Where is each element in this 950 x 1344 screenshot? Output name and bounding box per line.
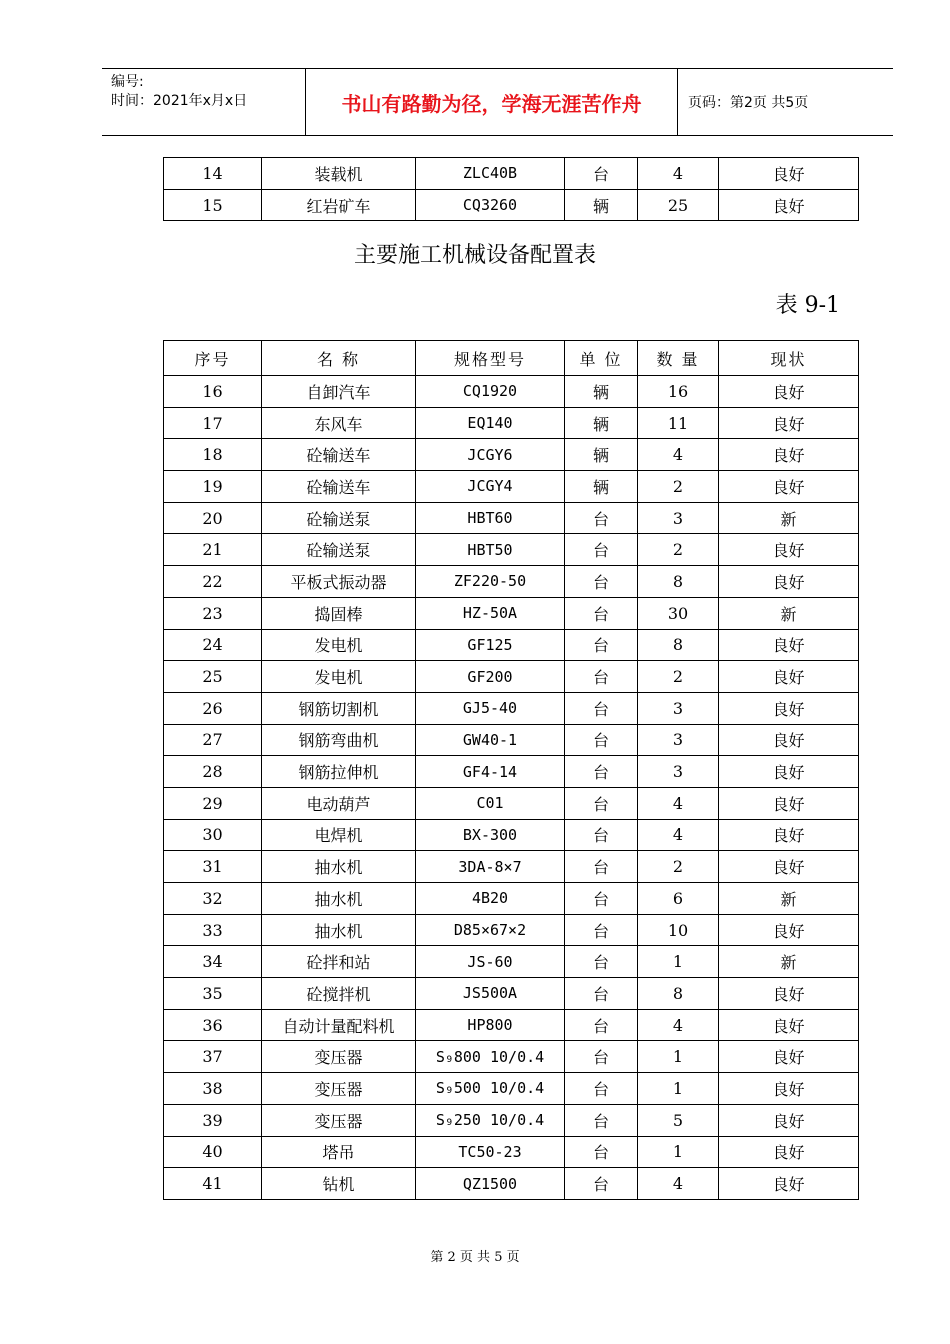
cell-status: 良好 — [719, 1009, 859, 1041]
cell-name: 塔吊 — [262, 1136, 416, 1168]
table-row — [164, 376, 859, 408]
cell-name: 捣固棒 — [262, 597, 416, 629]
cell-name: 砼输送泵 — [262, 502, 416, 534]
cell-unit: 辆 — [565, 376, 638, 408]
header-motto: 书山有路勤为径，学海无涯苦作舟 — [305, 69, 678, 135]
cell-name: 砼输送车 — [262, 471, 416, 503]
cell-quantity: 1 — [638, 1073, 719, 1105]
cell-unit: 台 — [565, 158, 638, 190]
cell-status: 良好 — [719, 724, 859, 756]
cell-index: 35 — [164, 978, 262, 1010]
cell-quantity: 8 — [638, 978, 719, 1010]
cell-index: 18 — [164, 439, 262, 471]
cell-model: JS500A — [416, 978, 565, 1010]
cell-model: HBT50 — [416, 534, 565, 566]
cell-name: 抽水机 — [262, 851, 416, 883]
cell-quantity: 8 — [638, 629, 719, 661]
cell-quantity: 1 — [638, 1041, 719, 1073]
cell-model: BX-300 — [416, 819, 565, 851]
cell-index: 29 — [164, 787, 262, 819]
table-row — [164, 566, 859, 598]
cell-unit: 台 — [565, 978, 638, 1010]
cell-quantity: 30 — [638, 597, 719, 629]
cell-index: 40 — [164, 1136, 262, 1168]
cell-status: 良好 — [719, 376, 859, 408]
table-row — [164, 978, 859, 1010]
cell-name: 电动葫芦 — [262, 787, 416, 819]
cell-quantity: 3 — [638, 724, 719, 756]
table-row — [164, 914, 859, 946]
cell-quantity: 4 — [638, 439, 719, 471]
table-row — [164, 1168, 859, 1200]
table-row — [164, 819, 859, 851]
table-row — [164, 724, 859, 756]
cell-index: 15 — [164, 189, 262, 221]
cell-status: 良好 — [719, 756, 859, 788]
cell-status: 新 — [719, 946, 859, 978]
cell-unit: 台 — [565, 1168, 638, 1200]
cell-index: 39 — [164, 1104, 262, 1136]
cell-index: 36 — [164, 1009, 262, 1041]
cell-model: GW40-1 — [416, 724, 565, 756]
cell-status: 良好 — [719, 471, 859, 503]
cell-index: 41 — [164, 1168, 262, 1200]
page-header — [102, 68, 893, 136]
cell-quantity: 3 — [638, 692, 719, 724]
cell-quantity: 4 — [638, 1009, 719, 1041]
cell-model: TC50-23 — [416, 1136, 565, 1168]
table-row — [164, 1041, 859, 1073]
cell-model: S₉250 10/0.4 — [416, 1104, 565, 1136]
cell-quantity: 3 — [638, 502, 719, 534]
cell-name: 自动计量配料机 — [262, 1009, 416, 1041]
cell-index: 32 — [164, 883, 262, 915]
cell-model: JS-60 — [416, 946, 565, 978]
cell-model: ZLC40B — [416, 158, 565, 190]
cell-unit: 台 — [565, 914, 638, 946]
cell-quantity: 2 — [638, 471, 719, 503]
table-row — [164, 1104, 859, 1136]
cell-quantity: 2 — [638, 851, 719, 883]
cell-unit: 台 — [565, 946, 638, 978]
cell-model: C01 — [416, 787, 565, 819]
cell-model: JCGY4 — [416, 471, 565, 503]
cell-model: EQ140 — [416, 407, 565, 439]
cell-name: 砼搅拌机 — [262, 978, 416, 1010]
time-label: 时间：2021年x月x日 — [111, 93, 248, 109]
table-title: 主要施工机械设备配置表 — [353, 243, 596, 268]
cell-status: 新 — [719, 883, 859, 915]
cell-index: 25 — [164, 661, 262, 693]
cell-quantity: 11 — [638, 407, 719, 439]
cell-unit: 台 — [565, 787, 638, 819]
cell-status: 良好 — [719, 1168, 859, 1200]
cell-status: 良好 — [719, 787, 859, 819]
cell-name: 变压器 — [262, 1073, 416, 1105]
cell-unit: 台 — [565, 629, 638, 661]
cell-quantity: 16 — [638, 376, 719, 408]
cell-unit: 台 — [565, 1104, 638, 1136]
cell-status: 良好 — [719, 1104, 859, 1136]
cell-unit: 台 — [565, 534, 638, 566]
cell-quantity: 2 — [638, 661, 719, 693]
cell-model: QZ1500 — [416, 1168, 565, 1200]
table-row — [164, 189, 859, 221]
cell-quantity: 4 — [638, 787, 719, 819]
cell-unit: 台 — [565, 883, 638, 915]
cell-unit: 台 — [565, 1073, 638, 1105]
table-row — [164, 851, 859, 883]
table-row — [164, 787, 859, 819]
cell-quantity: 6 — [638, 883, 719, 915]
cell-index: 26 — [164, 692, 262, 724]
cell-quantity: 1 — [638, 946, 719, 978]
cell-model: S₉800 10/0.4 — [416, 1041, 565, 1073]
table-row — [164, 629, 859, 661]
cell-quantity: 5 — [638, 1104, 719, 1136]
table-row — [164, 756, 859, 788]
cell-unit: 台 — [565, 692, 638, 724]
column-header: 名 称 — [262, 341, 416, 376]
cell-quantity: 25 — [638, 189, 719, 221]
cell-name: 发电机 — [262, 629, 416, 661]
cell-index: 16 — [164, 376, 262, 408]
cell-name: 砼输送车 — [262, 439, 416, 471]
cell-name: 钢筋弯曲机 — [262, 724, 416, 756]
cell-name: 红岩矿车 — [262, 189, 416, 221]
number-label: 编号: — [111, 74, 144, 90]
cell-unit: 台 — [565, 724, 638, 756]
table-row — [164, 502, 859, 534]
cell-name: 抽水机 — [262, 883, 416, 915]
cell-name: 钻机 — [262, 1168, 416, 1200]
cell-quantity: 10 — [638, 914, 719, 946]
cell-index: 37 — [164, 1041, 262, 1073]
header-meta — [102, 69, 305, 135]
cell-unit: 辆 — [565, 407, 638, 439]
cell-unit: 辆 — [565, 471, 638, 503]
cell-index: 28 — [164, 756, 262, 788]
cell-model: HZ-50A — [416, 597, 565, 629]
table-row — [164, 946, 859, 978]
table-row — [164, 407, 859, 439]
cell-index: 30 — [164, 819, 262, 851]
cell-index: 20 — [164, 502, 262, 534]
cell-index: 14 — [164, 158, 262, 190]
cell-quantity: 3 — [638, 756, 719, 788]
cell-unit: 台 — [565, 502, 638, 534]
table-row — [164, 1073, 859, 1105]
cell-status: 良好 — [719, 1136, 859, 1168]
column-header: 单 位 — [565, 341, 638, 376]
cell-model: CQ3260 — [416, 189, 565, 221]
cell-name: 抽水机 — [262, 914, 416, 946]
cell-index: 23 — [164, 597, 262, 629]
cell-model: GF200 — [416, 661, 565, 693]
column-header: 序号 — [164, 341, 262, 376]
equipment-table-continued — [163, 157, 859, 221]
cell-model: ZF220-50 — [416, 566, 565, 598]
cell-model: 4B20 — [416, 883, 565, 915]
column-header: 数 量 — [638, 341, 719, 376]
table-row — [164, 158, 859, 190]
cell-model: GJ5-40 — [416, 692, 565, 724]
cell-status: 新 — [719, 597, 859, 629]
cell-status: 良好 — [719, 1041, 859, 1073]
cell-index: 38 — [164, 1073, 262, 1105]
cell-status: 良好 — [719, 158, 859, 190]
equipment-table — [163, 340, 859, 1200]
cell-index: 19 — [164, 471, 262, 503]
cell-status: 良好 — [719, 819, 859, 851]
cell-name: 发电机 — [262, 661, 416, 693]
cell-unit: 台 — [565, 756, 638, 788]
table-row — [164, 1136, 859, 1168]
cell-index: 33 — [164, 914, 262, 946]
cell-status: 良好 — [719, 978, 859, 1010]
table-row — [164, 883, 859, 915]
cell-model: CQ1920 — [416, 376, 565, 408]
column-header: 现状 — [719, 341, 859, 376]
cell-unit: 台 — [565, 597, 638, 629]
table-row — [164, 534, 859, 566]
cell-unit: 台 — [565, 1041, 638, 1073]
cell-index: 24 — [164, 629, 262, 661]
cell-unit: 台 — [565, 1009, 638, 1041]
cell-quantity: 4 — [638, 1168, 719, 1200]
table-row — [164, 1009, 859, 1041]
cell-status: 良好 — [719, 851, 859, 883]
cell-status: 良好 — [719, 439, 859, 471]
cell-model: GF125 — [416, 629, 565, 661]
cell-index: 21 — [164, 534, 262, 566]
cell-name: 钢筋切割机 — [262, 692, 416, 724]
cell-unit: 台 — [565, 566, 638, 598]
cell-model: D85×67×2 — [416, 914, 565, 946]
table-row — [164, 471, 859, 503]
cell-model: HP800 — [416, 1009, 565, 1041]
cell-name: 东风车 — [262, 407, 416, 439]
cell-unit: 台 — [565, 661, 638, 693]
cell-name: 装载机 — [262, 158, 416, 190]
cell-model: JCGY6 — [416, 439, 565, 471]
cell-name: 变压器 — [262, 1041, 416, 1073]
cell-index: 22 — [164, 566, 262, 598]
cell-unit: 台 — [565, 819, 638, 851]
header-page-info: 页码：第2页 共5页 — [688, 95, 809, 111]
cell-index: 34 — [164, 946, 262, 978]
cell-status: 良好 — [719, 692, 859, 724]
cell-quantity: 4 — [638, 819, 719, 851]
column-header: 规格型号 — [416, 341, 565, 376]
cell-status: 良好 — [719, 566, 859, 598]
cell-quantity: 1 — [638, 1136, 719, 1168]
table-header-row — [164, 341, 859, 376]
table-row — [164, 661, 859, 693]
cell-status: 新 — [719, 502, 859, 534]
cell-index: 17 — [164, 407, 262, 439]
cell-name: 钢筋拉伸机 — [262, 756, 416, 788]
cell-unit: 台 — [565, 1136, 638, 1168]
cell-status: 良好 — [719, 534, 859, 566]
cell-name: 砼输送泵 — [262, 534, 416, 566]
cell-status: 良好 — [719, 629, 859, 661]
cell-name: 砼拌和站 — [262, 946, 416, 978]
table-row — [164, 439, 859, 471]
table-row — [164, 597, 859, 629]
table-row — [164, 692, 859, 724]
cell-status: 良好 — [719, 661, 859, 693]
cell-quantity: 8 — [638, 566, 719, 598]
cell-status: 良好 — [719, 1073, 859, 1105]
cell-status: 良好 — [719, 189, 859, 221]
cell-name: 自卸汽车 — [262, 376, 416, 408]
cell-name: 平板式振动器 — [262, 566, 416, 598]
cell-index: 31 — [164, 851, 262, 883]
page-footer: 第 2 页 共 5 页 — [430, 1250, 520, 1265]
cell-name: 变压器 — [262, 1104, 416, 1136]
cell-model: S₉500 10/0.4 — [416, 1073, 565, 1105]
cell-model: 3DA-8×7 — [416, 851, 565, 883]
cell-unit: 辆 — [565, 189, 638, 221]
cell-index: 27 — [164, 724, 262, 756]
cell-unit: 辆 — [565, 439, 638, 471]
cell-name: 电焊机 — [262, 819, 416, 851]
cell-status: 良好 — [719, 407, 859, 439]
table-number: 表 9-1 — [775, 293, 840, 318]
cell-model: GF4-14 — [416, 756, 565, 788]
cell-quantity: 2 — [638, 534, 719, 566]
cell-model: HBT60 — [416, 502, 565, 534]
cell-status: 良好 — [719, 914, 859, 946]
cell-quantity: 4 — [638, 158, 719, 190]
cell-unit: 台 — [565, 851, 638, 883]
